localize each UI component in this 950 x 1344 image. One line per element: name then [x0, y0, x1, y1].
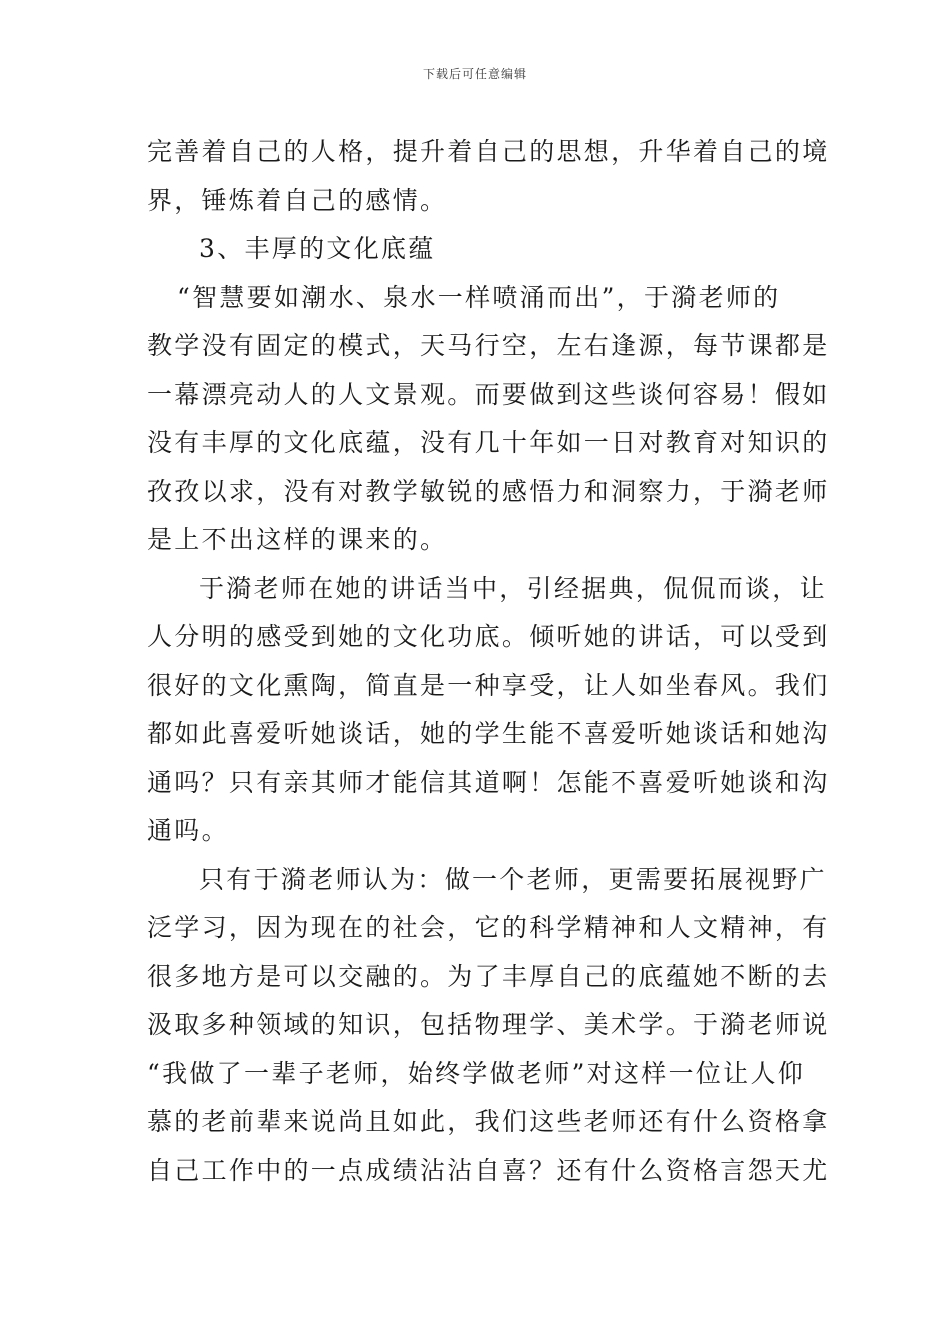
text-line: 是上不出这样的课来的。	[147, 525, 448, 554]
text-line: 一幕漂亮动人的人文景观。而要做到这些谈何容易！假如	[147, 379, 830, 409]
page-header: 下载后可任意编辑	[422, 67, 527, 81]
text-line: 慕的老前辈来说尚且如此，我们这些老师还有什么资格拿	[147, 1107, 830, 1136]
text-line: 通吗？只有亲其师才能信其道啊！怎能不喜爱听她谈和沟	[147, 767, 830, 797]
text-line: 泛学习，因为现在的社会，它的科学精神和人文精神，有	[147, 913, 830, 942]
text-line: 于漪老师在她的讲话当中，引经据典，侃侃而谈，让	[199, 573, 827, 603]
text-line: 完善着自己的人格，提升着自己的思想，升华着自己的境	[147, 137, 830, 166]
text-line: 人分明的感受到她的文化功底。倾听她的讲话，可以受到	[147, 622, 830, 651]
text-line: 教学没有固定的模式，天马行空，左右逢源，每节课都是	[147, 331, 830, 360]
text-line: “智慧要如潮水、泉水一样喷涌而出”，于漪老师的	[177, 282, 781, 312]
text-line: 通吗。	[147, 816, 229, 845]
text-line: 没有丰厚的文化底蕴，没有几十年如一日对教育对知识的	[147, 428, 830, 457]
text-line: 很好的文化熏陶，简直是一种享受，让人如坐春风。我们	[147, 670, 830, 700]
text-line: 汲取多种领域的知识，包括物理学、美术学。于漪老师说	[147, 1010, 830, 1039]
text-line: 自己工作中的一点成绩沾沾自喜？还有什么资格言怨天尤	[147, 1155, 830, 1185]
text-line: 很多地方是可以交融的。为了丰厚自己的底蕴她不断的去	[147, 961, 830, 991]
body-text	[147, 128, 830, 1195]
text-line: 孜孜以求，没有对教学敏锐的感悟力和洞察力，于漪老师	[147, 476, 830, 506]
text-line: “我做了一辈子老师，始终学做老师”对这样一位让人仰	[147, 1058, 806, 1088]
text-line: 都如此喜爱听她谈话，她的学生能不喜爱听她谈话和她沟	[147, 719, 830, 748]
section-heading: 3、丰厚的文化底蕴	[199, 234, 436, 263]
text-line: 界，锤炼着自己的感情。	[147, 185, 448, 215]
text-line: 只有于漪老师认为：做一个老师，更需要拓展视野广	[199, 864, 827, 894]
